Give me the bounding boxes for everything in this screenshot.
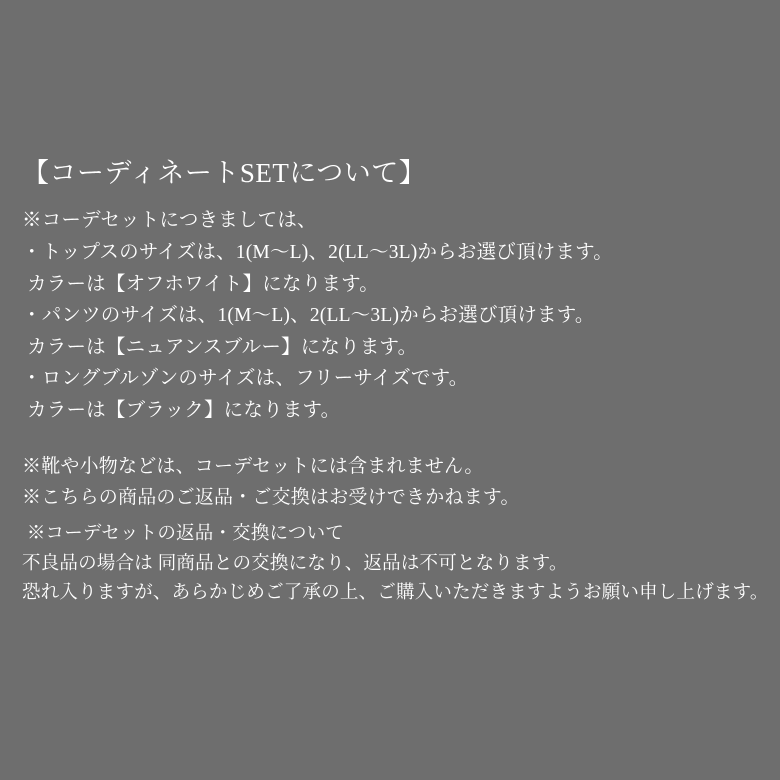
return-policy-line: 恐れ入りますが、あらかじめご了承の上、ご購入いただきますようお願い申し上げます。 (22, 583, 769, 604)
note-item: ※こちらの商品のご返品・ご交換はお受けできかねます。 (22, 487, 520, 509)
set-detail-item: ・トップスのサイズは、1(M〜L)、2(LL〜3L)からお選び頂けます。 (22, 242, 613, 264)
set-detail-item: カラーは【オフホワイト】になります。 (22, 273, 379, 295)
page-title: 【コーディネートSETについて】 (22, 158, 427, 188)
set-details-block (22, 205, 758, 426)
panel-content (22, 155, 769, 609)
set-detail-item: ・ロングブルゾンのサイズは、フリーサイズです。 (22, 368, 469, 390)
return-policy-title: ※コーデセットの返品・交換について (22, 524, 344, 545)
notes-block (22, 452, 758, 514)
set-detail-item: カラーは【ブラック】になります。 (22, 399, 341, 421)
set-detail-item: ・パンツのサイズは、1(M〜L)、2(LL〜3L)からお選び頂けます。 (22, 305, 595, 327)
return-policy-line: 不良品の場合は 同商品との交換になり、返品は不可となります。 (22, 553, 568, 574)
set-details-intro: ※コーデセットにつきましては、 (22, 210, 317, 232)
set-detail-item: カラーは【ニュアンスブルー】になります。 (22, 336, 418, 358)
note-item: ※靴や小物などは、コーデセットには含まれません。 (22, 456, 484, 478)
spacer (22, 426, 758, 452)
return-policy-block (22, 520, 769, 609)
